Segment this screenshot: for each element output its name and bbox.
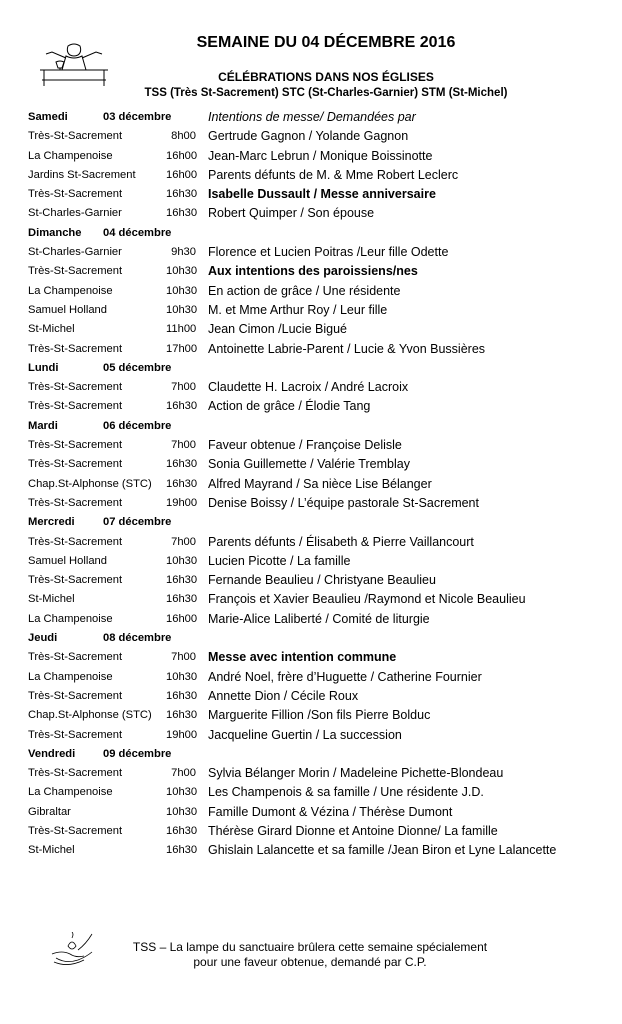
mass-intention: Ghislain Lalancette et sa famille /Jean Biron et Lyne Lalancette	[208, 843, 557, 858]
mass-time: 16h30	[166, 709, 198, 722]
mass-time: 16h00	[166, 168, 198, 181]
mass-entry-row	[28, 127, 598, 146]
mass-entry-row	[28, 340, 598, 359]
mass-location: La Champenoise	[28, 612, 113, 625]
mass-entry-row	[28, 590, 598, 609]
church-legend: TSS (Très St-Sacrement) STC (St-Charles-Garnier) STM (St-Michel)	[144, 87, 508, 99]
day-header	[28, 108, 598, 127]
mass-entry-row	[28, 687, 598, 706]
mass-location: Très-St-Sacrement	[28, 651, 123, 664]
mass-location: St-Charles-Garnier	[28, 246, 122, 259]
mass-entry-row	[28, 475, 598, 494]
mass-time: 8h00	[171, 130, 196, 143]
mass-intention: Aux intentions des paroissiens/nes	[208, 264, 418, 279]
day-date: 09 décembre	[103, 747, 172, 760]
footer-line-2: pour une faveur obtenue, demandé par C.P.	[193, 955, 427, 969]
day-name: Samedi	[28, 111, 68, 123]
mass-entry-row	[28, 166, 598, 185]
mass-entry-row	[28, 397, 598, 416]
mass-intention: Sylvia Bélanger Morin / Madeleine Pichette-Blondeau	[208, 766, 504, 781]
day-date: 08 décembre	[103, 632, 172, 645]
mass-location: Jardins St-Sacrement	[28, 168, 136, 181]
mass-location: Très-St-Sacrement	[28, 728, 123, 741]
mass-intention: Jacqueline Guertin / La succession	[208, 727, 402, 742]
mass-time: 19h00	[166, 496, 198, 509]
mass-entry-row	[28, 648, 598, 667]
mass-time: 7h00	[171, 535, 196, 548]
mass-time: 10h30	[166, 303, 198, 316]
mass-location: St-Michel	[28, 593, 75, 606]
mass-time: 10h30	[166, 805, 198, 818]
mass-time: 7h00	[171, 651, 196, 664]
footer-line-1: TSS – La lampe du sanctuaire brûlera cette semaine spécialement	[132, 940, 488, 954]
mass-time: 16h30	[166, 207, 198, 220]
intentions-column-header: Intentions de messe/ Demandées par	[208, 110, 416, 124]
mass-time: 16h30	[166, 844, 198, 857]
mass-location: Très-St-Sacrement	[28, 689, 123, 702]
mass-time: 10h30	[166, 265, 198, 278]
mass-entry-row	[28, 610, 598, 629]
mass-entry-row	[28, 822, 598, 841]
mass-entry-row	[28, 301, 598, 320]
mass-time: 16h30	[166, 188, 198, 201]
mass-intention: M. et Mme Arthur Roy / Leur fille	[208, 302, 388, 317]
mass-entry-row	[28, 668, 598, 687]
mass-location: St-Michel	[28, 844, 75, 857]
page-title: SEMAINE DU 04 DÉCEMBRE 2016	[196, 34, 456, 51]
day-name: Lundi	[28, 361, 59, 374]
mass-intention: Denise Boissy / L’équipe pastorale St-Sacrement	[208, 495, 479, 510]
mass-intention: Action de grâce / Élodie Tang	[208, 399, 371, 414]
day-name: Mercredi	[28, 516, 75, 529]
mass-time: 16h30	[166, 824, 198, 837]
section-subtitle: CÉLÉBRATIONS DANS NOS ÉGLISES	[218, 70, 434, 84]
mass-location: La Champenoise	[28, 149, 113, 162]
mass-location: St-Michel	[28, 323, 75, 336]
day-header	[28, 359, 598, 378]
mass-time: 16h30	[166, 593, 198, 606]
mass-time: 7h00	[171, 767, 196, 780]
day-date: 06 décembre	[103, 419, 172, 432]
mass-entry-row	[28, 764, 598, 783]
mass-entry-row	[28, 494, 598, 513]
mass-time: 10h30	[166, 554, 198, 567]
day-name: Mardi	[28, 419, 58, 432]
mass-entry-row	[28, 147, 598, 166]
mass-intention: Jean Cimon /Lucie Bigué	[208, 322, 347, 337]
mass-intention: Les Champenois & sa famille / Une résidente J.D.	[208, 785, 484, 800]
mass-intention: Alfred Mayrand / Sa nièce Lise Bélanger	[208, 476, 432, 491]
mass-location: Très-St-Sacrement	[28, 496, 123, 509]
mass-time: 11h00	[166, 323, 197, 336]
mass-location: Très-St-Sacrement	[28, 458, 123, 471]
mass-time: 16h00	[166, 612, 198, 625]
mass-entry-row	[28, 378, 598, 397]
mass-intention: André Noel, frère d’Huguette / Catherine Fournier	[208, 669, 482, 684]
day-date: 04 décembre	[103, 226, 172, 239]
mass-intention: Marie-Alice Laliberté / Comité de liturgie	[208, 611, 430, 626]
mass-entry-row	[28, 803, 598, 822]
mass-time: 16h00	[166, 149, 198, 162]
mass-entry-row	[28, 320, 598, 339]
day-header	[28, 629, 598, 648]
mass-entry-row	[28, 243, 598, 262]
mass-time: 16h30	[166, 689, 198, 702]
mass-location: La Champenoise	[28, 284, 113, 297]
mass-intention: Parents défunts de M. & Mme Robert Leclerc	[208, 167, 459, 182]
mass-intention: Marguerite Fillion /Son fils Pierre Bolduc	[208, 708, 431, 723]
mass-entry-row	[28, 282, 598, 301]
mass-intention: En action de grâce / Une résidente	[208, 283, 401, 298]
mass-location: Très-St-Sacrement	[28, 342, 123, 355]
mass-time: 19h00	[166, 728, 198, 741]
day-header	[28, 224, 598, 243]
mass-intention: Annette Dion / Cécile Roux	[208, 688, 359, 703]
mass-location: La Champenoise	[28, 786, 113, 799]
mass-intention: Famille Dumont & Vézina / Thérèse Dumont	[208, 804, 453, 819]
mass-time: 17h00	[166, 342, 198, 355]
mass-entry-row	[28, 841, 598, 860]
mass-time: 16h30	[166, 574, 198, 587]
sanctuary-lamp-hands-icon	[48, 932, 98, 968]
mass-location: Très-St-Sacrement	[28, 824, 123, 837]
mass-entry-row	[28, 783, 598, 802]
mass-intention: Antoinette Labrie-Parent / Lucie & Yvon Bussières	[208, 341, 486, 356]
day-header	[28, 513, 598, 532]
mass-time: 10h30	[166, 670, 198, 683]
day-name: Dimanche	[28, 226, 82, 239]
day-name: Vendredi	[28, 747, 76, 760]
mass-location: Très-St-Sacrement	[28, 439, 123, 452]
mass-location: La Champenoise	[28, 670, 113, 683]
day-date: 07 décembre	[103, 516, 172, 529]
mass-location: Gibraltar	[28, 805, 71, 818]
day-date: 03 décembre	[103, 111, 172, 123]
mass-intention: Jean-Marc Lebrun / Monique Boissinotte	[208, 148, 433, 163]
mass-intention: Faveur obtenue / Françoise Delisle	[208, 438, 402, 453]
mass-location: Très-St-Sacrement	[28, 265, 123, 278]
mass-intention: François et Xavier Beaulieu /Raymond et Nicole Beaulieu	[208, 592, 526, 607]
mass-intention: Isabelle Dussault / Messe anniversaire	[208, 187, 436, 202]
mass-time: 9h30	[171, 246, 196, 259]
day-name: Jeudi	[28, 632, 58, 645]
mass-entry-row	[28, 533, 598, 552]
mass-time: 7h00	[171, 439, 196, 452]
mass-location: Très-St-Sacrement	[28, 574, 123, 587]
mass-location: Très-St-Sacrement	[28, 381, 123, 394]
day-header	[28, 417, 598, 436]
mass-location: Très-St-Sacrement	[28, 767, 123, 780]
day-date: 05 décembre	[103, 361, 172, 374]
mass-intention: Lucien Picotte / La famille	[208, 553, 351, 568]
mass-intention: Messe avec intention commune	[208, 650, 397, 665]
mass-entry-row	[28, 552, 598, 571]
mass-entry-row	[28, 204, 598, 223]
day-header	[28, 745, 598, 764]
mass-intention: Sonia Guillemette / Valérie Tremblay	[208, 457, 410, 472]
mass-time: 16h30	[166, 400, 198, 413]
mass-location: Très-St-Sacrement	[28, 400, 123, 413]
mass-entry-row	[28, 571, 598, 590]
footer-note	[120, 940, 500, 970]
mass-location: Samuel Holland	[28, 303, 107, 316]
mass-schedule	[28, 108, 598, 861]
mass-location: Chap.St-Alphonse (STC)	[28, 709, 152, 722]
mass-intention: Fernande Beaulieu / Christyane Beaulieu	[208, 573, 436, 588]
mass-time: 10h30	[166, 284, 198, 297]
mass-entry-row	[28, 706, 598, 725]
mass-entry-row	[28, 185, 598, 204]
mass-intention: Thérèse Girard Dionne et Antoine Dionne/ La famille	[208, 823, 498, 838]
mass-entry-row	[28, 455, 598, 474]
mass-intention: Parents défunts / Élisabeth & Pierre Vaillancourt	[208, 534, 474, 549]
mass-location: Très-St-Sacrement	[28, 130, 123, 143]
mass-location: Très-St-Sacrement	[28, 535, 123, 548]
mass-location: St-Charles-Garnier	[28, 207, 122, 220]
mass-time: 10h30	[166, 786, 198, 799]
mass-location: Samuel Holland	[28, 554, 107, 567]
mass-intention: Gertrude Gagnon / Yolande Gagnon	[208, 129, 409, 144]
mass-time: 7h00	[171, 381, 196, 394]
mass-entry-row	[28, 436, 598, 455]
mass-intention: Claudette H. Lacroix / André Lacroix	[208, 380, 409, 395]
mass-entry-row	[28, 726, 598, 745]
mass-location: Chap.St-Alphonse (STC)	[28, 477, 152, 490]
mass-time: 16h30	[166, 477, 198, 490]
mass-intention: Florence et Lucien Poitras /Leur fille Odette	[208, 245, 449, 260]
mass-intention: Robert Quimper / Son épouse	[208, 206, 375, 221]
mass-entry-row	[28, 262, 598, 281]
mass-time: 16h30	[166, 458, 198, 471]
mass-location: Très-St-Sacrement	[28, 188, 123, 201]
